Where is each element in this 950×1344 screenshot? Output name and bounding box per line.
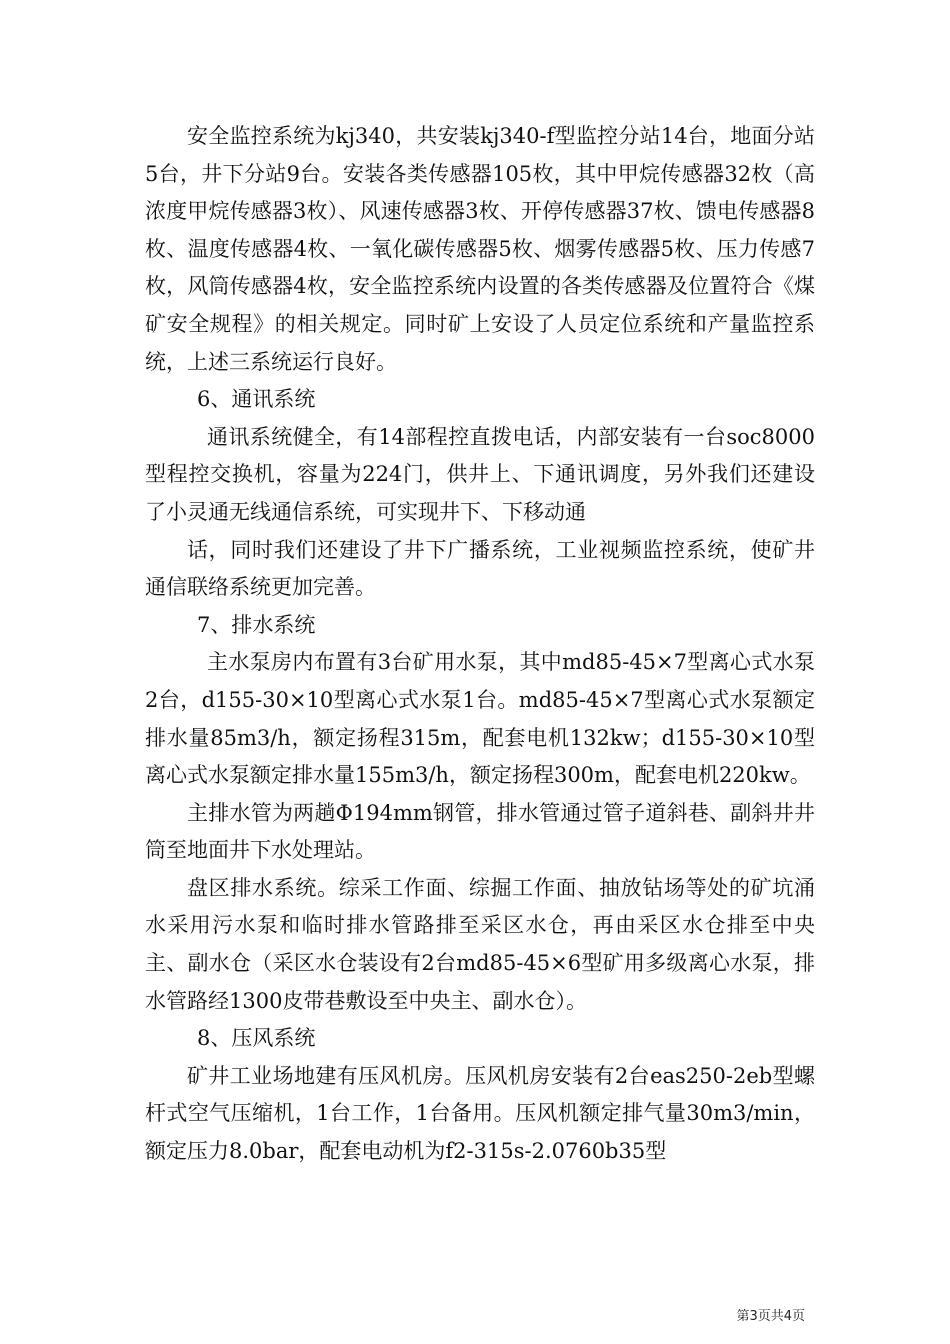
heading-communication-system: 6、通讯系统 xyxy=(197,387,316,412)
paragraph-panel-drainage: 盘区排水系统。综采工作面、综掘工作面、抽放钻场等处的矿坑涌水采用污水泵和临时排水管路排至采区水仓，再由采区水仓排至中央主、副水仓（采区水仓装设有2台md85-45×6型矿用多级离心水泵，排水管路经1300皮带巷敷设至中央主、副水仓）。 xyxy=(145,875,815,1013)
page-number-footer: 第3页共4页 xyxy=(736,1309,805,1324)
heading-drainage-system: 7、排水系统 xyxy=(197,612,316,637)
heading-compressed-air-system: 8、压风系统 xyxy=(197,1026,316,1051)
paragraph-safety-monitoring: 安全监控系统为kj340，共安装kj340-f型监控分站14台，地面分站5台，井下分站9台。安装各类传感器105枚，其中甲烷传感器32枚（高浓度甲烷传感器3枚）、风速传感器3枚、开停传感器37枚、馈电传感器8枚、温度传感器4枚、一氧化碳传感器5枚、烟雾传感器5枚、压力传感7枚，风筒传感器4枚，安全监控系统内设置的各类传感器及位置符合《煤矿安全规程》的相关规定。同时矿上安设了人员定位系统和产量监控系统，上述三系统运行良好。 xyxy=(145,124,815,374)
paragraph-main-pump-room: 主水泵房内布置有3台矿用水泵，其中md85-45×7型离心式水泵2台，d155-30×10型离心式水泵1台。md85-45×7型离心式水泵额定排水量85m3/h，额定扬程315m，配套电机132kw；d155-30×10型离心式水泵额定排水量155m3/h，额定扬程300m，配套电机220kw。 xyxy=(145,650,815,788)
document-body xyxy=(145,118,815,1171)
paragraph-compressor-room: 矿井工业场地建有压风机房。压风机房安装有2台eas250-2eb型螺杆式空气压缩机，1台工作，1台备用。压风机额定排气量30m3/min，额定压力8.0bar，配套电动机为f2-315s-2.0760b35型 xyxy=(145,1063,815,1164)
paragraph-communication: 通讯系统健全，有14部程控直拨电话，内部安装有一台soc8000型程控交换机，容量为224门，供井上、下通讯调度，另外我们还建设了小灵通无线通信系统，可实现井下、下移动通 xyxy=(145,424,815,524)
paragraph-communication-continued: 话，同时我们还建设了井下广播系统，工业视频监控系统，使矿井通信联络系统更加完善。 xyxy=(145,537,815,600)
paragraph-main-drain-pipe: 主排水管为两趟Φ194mm钢管，排水管通过管子道斜巷、副斜井井筒至地面井下水处理站。 xyxy=(145,800,815,863)
